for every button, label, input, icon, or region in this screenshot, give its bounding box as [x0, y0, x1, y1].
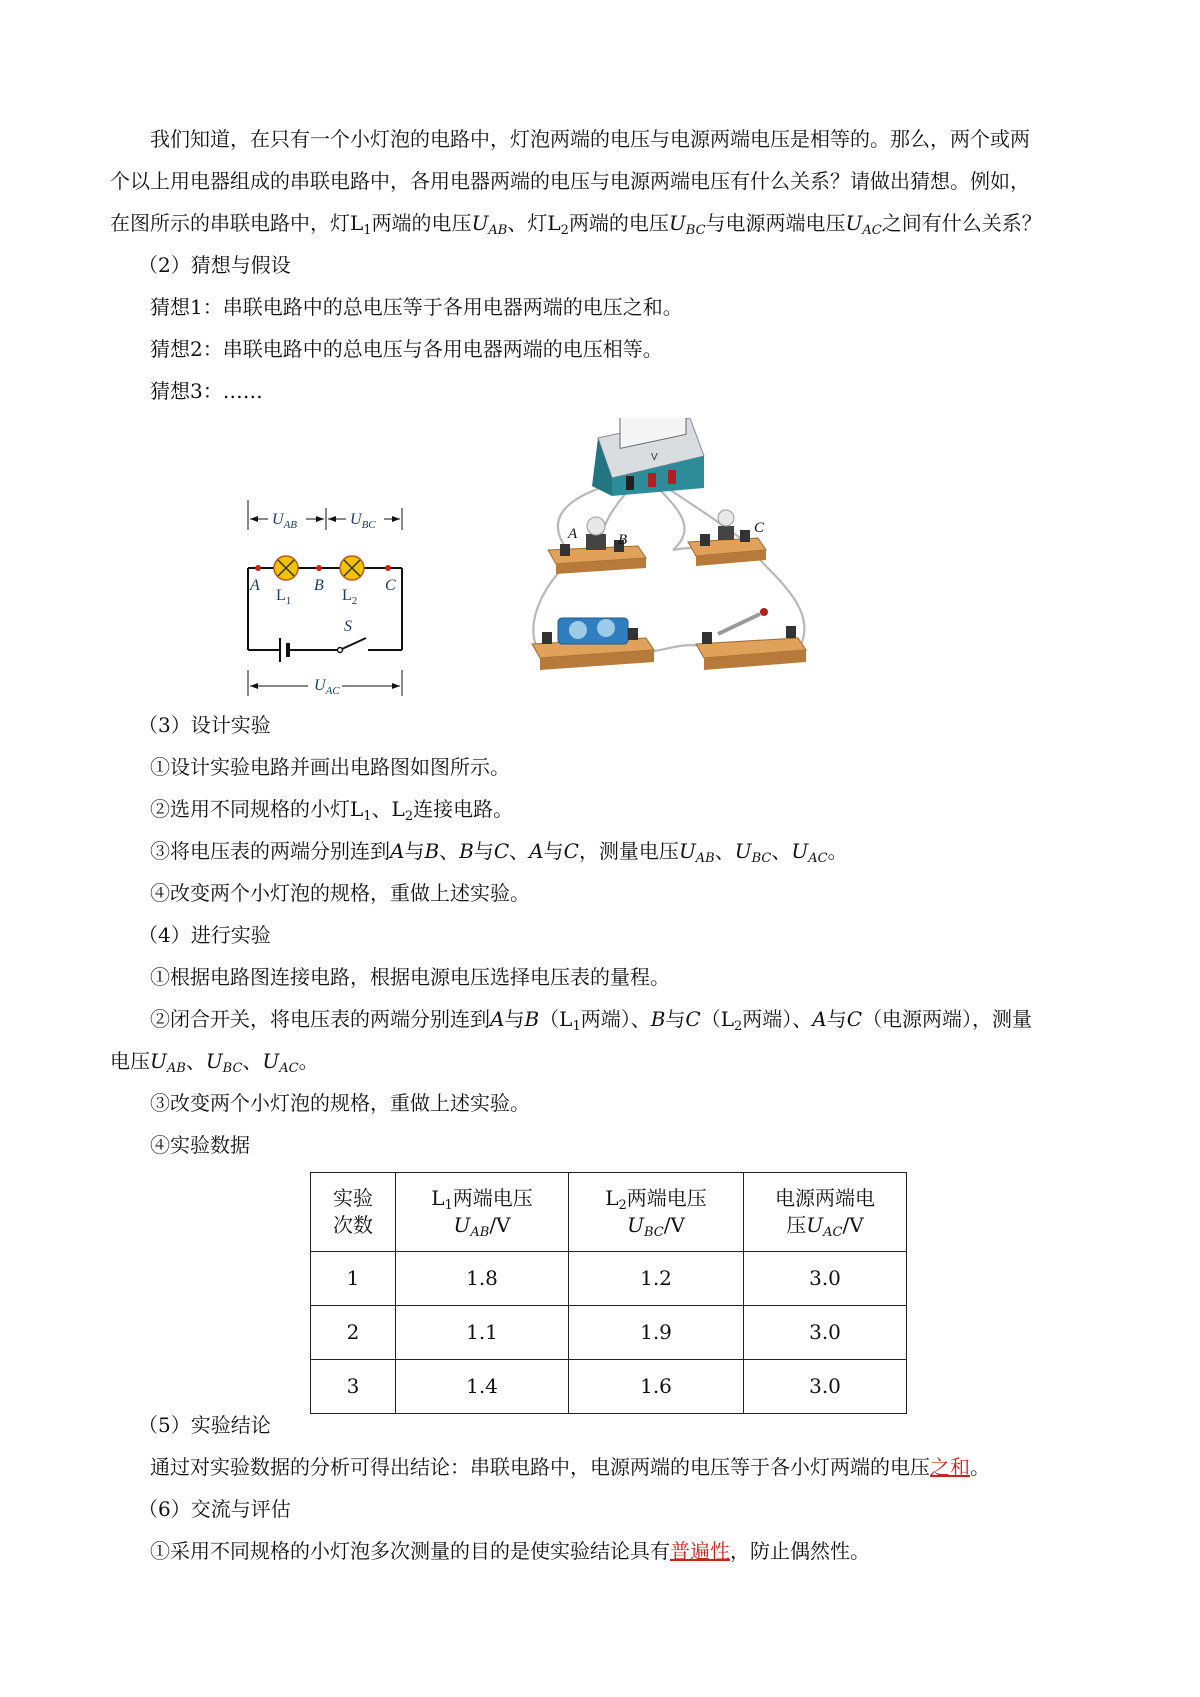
table-header-l2: $L_2$两端电压 $U_{BC}/V$: [569, 1173, 744, 1252]
table-cell: 1.8: [396, 1252, 569, 1306]
table-cell: 1.9: [569, 1306, 744, 1360]
table-header-row: [311, 1173, 907, 1252]
lamp-board-2: [688, 510, 766, 566]
procedure-step-2-cont: 电压$U_{AB}$、$U_{BC}$、$U_{AC}$。: [110, 1049, 319, 1076]
conclusion-answer: 之和: [930, 1455, 970, 1479]
lamp-l1-symbol: [274, 556, 298, 580]
procedure-step-3: ③改变两个小灯泡的规格，重做上述实验。: [150, 1091, 530, 1115]
section-4-heading: （4）进行实验: [138, 923, 271, 947]
switch-lever: [342, 638, 366, 649]
lamp-board-1: [548, 517, 646, 574]
table-row: [311, 1360, 907, 1414]
hypothesis-1: 猜想1：串联电路中的总电压等于各用电器两端的电压之和。: [150, 295, 683, 319]
evaluation-answer: 普遍性: [670, 1539, 730, 1563]
table-header-source: 电源两端电 压$U_{AC}/V$: [744, 1173, 907, 1252]
label-ubc: $U_{BC}$: [350, 511, 376, 531]
label-b: B: [314, 577, 324, 594]
photo-label-b: B: [618, 532, 628, 548]
table-header-trial: 实验 次数: [311, 1173, 396, 1252]
table-cell: 3.0: [744, 1306, 907, 1360]
table-header-l1: $L_1$两端电压 $U_{AB}/V$: [396, 1173, 569, 1252]
evaluation-text: ①采用不同规格的小灯泡多次测量的目的是使实验结论具有普遍性，防止偶然性。: [150, 1539, 870, 1563]
label-l2: $L_2$: [342, 587, 358, 607]
switch-board: [696, 608, 806, 670]
section-5-heading: （5）实验结论: [138, 1413, 271, 1437]
label-c: C: [385, 577, 396, 594]
hypothesis-3: 猜想3：……: [150, 379, 263, 403]
section-3-heading: （3）设计实验: [138, 713, 271, 737]
conclusion-text: 通过对实验数据的分析可得出结论：串联电路中，电源两端的电压等于各小灯两端的电压之和。: [150, 1455, 990, 1479]
design-step-4: ④改变两个小灯泡的规格，重做上述实验。: [150, 881, 530, 905]
table-cell: 1.4: [396, 1360, 569, 1414]
circuit-diagram: [238, 500, 458, 710]
section-2-heading: （2）猜想与假设: [138, 253, 291, 277]
table-cell: 1.6: [569, 1360, 744, 1414]
table-cell: 1.1: [396, 1306, 569, 1360]
label-switch: S: [344, 618, 352, 635]
lamp-l2-symbol: [340, 556, 364, 580]
table-row: [311, 1306, 907, 1360]
table-cell: 2: [311, 1306, 396, 1360]
label-uab: $U_{AB}$: [272, 511, 298, 531]
data-table: [310, 1172, 907, 1414]
table-cell: 3.0: [744, 1360, 907, 1414]
voltmeter: [592, 418, 704, 496]
label-a: A: [250, 577, 260, 594]
procedure-step-2: ②闭合开关，将电压表的两端分别连到A与$B(L_1$两端）、B与$C(L_2$两端）、A与C（电源两端），测量: [150, 1007, 1033, 1034]
table-cell: 1.2: [569, 1252, 744, 1306]
table-cell: 1: [311, 1252, 396, 1306]
design-step-2: ②选用不同规格的小灯$L_1$、$L_2$连接电路。: [150, 797, 514, 824]
label-uac: $U_{AC}$: [314, 677, 340, 697]
hypothesis-2: 猜想2：串联电路中的总电压与各用电器两端的电压相等。: [150, 337, 663, 361]
intro-line-3: 在图所示的串联电路中，灯$L_1$两端的电压$U_{AB}$、灯$L_2$两端的电压$U_{BC}$与电源两端电压$U_{AC}$之间有什么关系？: [110, 211, 1042, 238]
procedure-step-1: ①根据电路图连接电路，根据电源电压选择电压表的量程。: [150, 965, 670, 989]
svg-text:V: V: [651, 452, 658, 463]
label-l1: $L_1$: [276, 587, 292, 607]
intro-line-2: 个以上用电器组成的串联电路中，各用电器两端的电压与电源两端电压有什么关系？请做出猜想。例如，: [110, 169, 1030, 193]
table-row: [311, 1252, 907, 1306]
procedure-step-4: ④实验数据: [150, 1133, 250, 1157]
design-step-3: ③将电压表的两端分别连到A与B、B与C、A与C，测量电压$U_{AB}$、$U_{BC}$、$U_{AC}$。: [150, 839, 848, 866]
photo-label-c: C: [754, 520, 765, 536]
table-cell: 3: [311, 1360, 396, 1414]
table-cell: 3.0: [744, 1252, 907, 1306]
section-6-heading: （6）交流与评估: [138, 1497, 291, 1521]
battery-board: [532, 618, 654, 670]
intro-line-1: 我们知道，在只有一个小灯泡的电路中，灯泡两端的电压与电源两端电压是相等的。那么，两个或两: [150, 127, 1030, 151]
photo-label-a: A: [568, 526, 578, 542]
apparatus-illustration: [528, 418, 838, 693]
design-step-1: ①设计实验电路并画出电路图如图所示。: [150, 755, 510, 779]
